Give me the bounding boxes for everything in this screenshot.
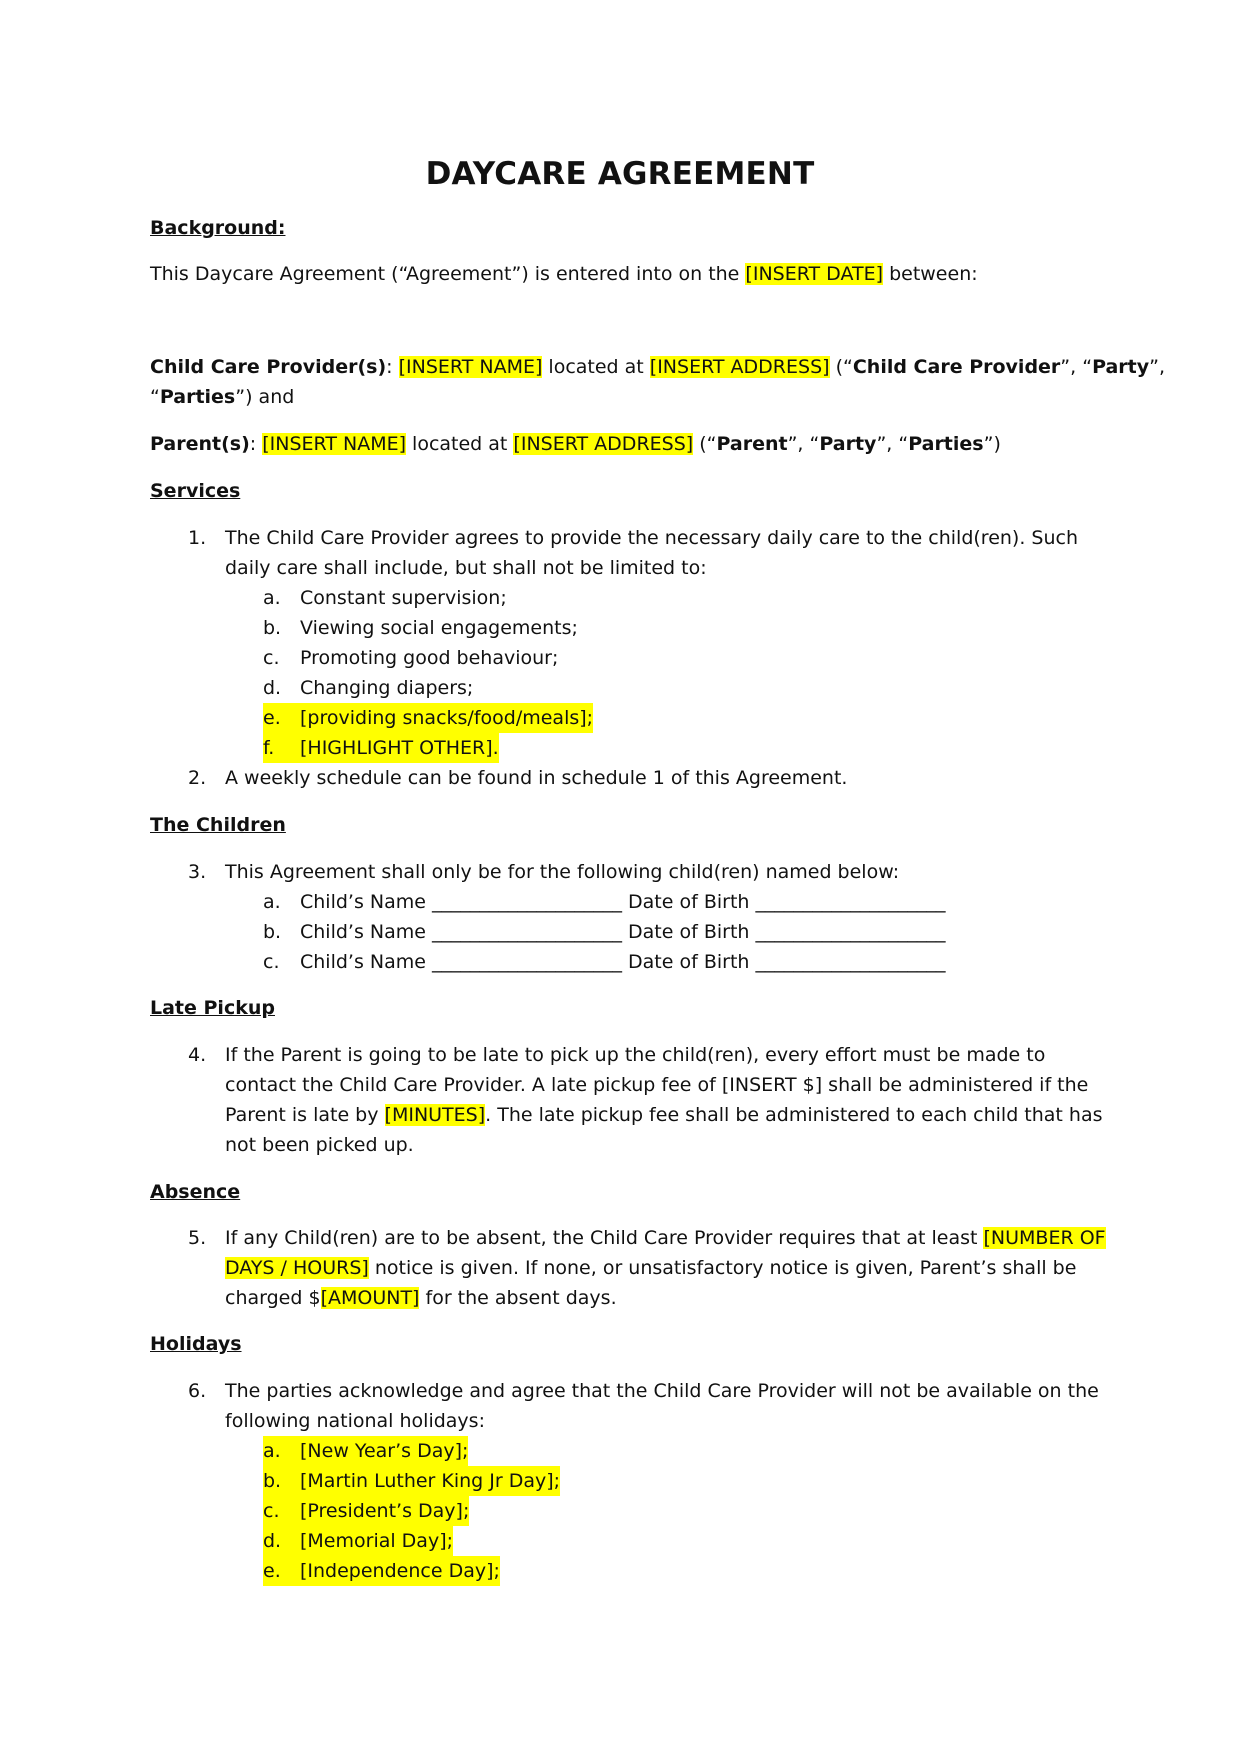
row-letter: b. <box>263 921 282 943</box>
clause-number-5: 5. <box>188 1227 207 1249</box>
clause-number-2: 2. <box>188 767 207 789</box>
provider-line2-quote: “ <box>150 386 160 408</box>
holiday-letter: e. <box>263 1560 281 1582</box>
parent-label: Parent(s) <box>150 433 250 455</box>
clause-5-line-1 <box>225 1223 1105 1253</box>
holiday-text: [President’s Day]; <box>300 1500 470 1522</box>
late-pickup-heading <box>150 993 1110 1023</box>
clause-number-1: 1. <box>188 527 207 549</box>
service-subitem <box>263 613 578 643</box>
subitem-letter: c. <box>263 647 280 669</box>
clause-4-line-1: If the Parent is going to be late to pick up the child(ren), every effort must be made to <box>225 1044 1046 1066</box>
clause-6-line-1: The parties acknowledge and agree that the Child Care Provider will not be available on the <box>225 1380 1099 1402</box>
holiday-text: [Martin Luther King Jr Day]; <box>300 1470 561 1492</box>
holiday-item <box>263 1436 468 1466</box>
holiday-item <box>263 1526 453 1556</box>
subitem-text: [HIGHLIGHT OTHER]. <box>300 737 499 759</box>
holidays-heading-text: Holidays <box>150 1333 242 1355</box>
clause-5-text-before: If any Child(ren) are to be absent, the Child Care Provider requires that at least <box>225 1227 984 1249</box>
holiday-letter: a. <box>263 1440 281 1462</box>
subitem-text: [providing snacks/food/meals]; <box>300 707 594 729</box>
clause-5-text-end: for the absent days. <box>419 1287 617 1309</box>
subitem-text: Changing diapers; <box>300 677 474 699</box>
clause-4-line-4: not been picked up. <box>225 1134 414 1156</box>
subitem-text: Constant supervision; <box>300 587 507 609</box>
provider-open-quote: (“ <box>829 356 853 378</box>
parent-term-1: Parent <box>716 433 788 455</box>
notice-period-placeholder: [NUMBER OF <box>983 1227 1106 1249</box>
subitem-letter: e. <box>263 707 281 729</box>
service-subitem-highlighted <box>263 703 593 733</box>
clause-5-line-2 <box>225 1253 1105 1283</box>
subitem-letter: d. <box>263 677 282 699</box>
insert-date-placeholder: [INSERT DATE] <box>745 263 884 285</box>
parent-open-quote: (“ <box>693 433 717 455</box>
clause-5-line-3 <box>225 1283 1105 1313</box>
child-entry-row <box>263 947 946 977</box>
subitem-letter: a. <box>263 587 281 609</box>
clause-1-line-2: daily care shall include, but shall not be limited to: <box>225 557 707 579</box>
clause-4-line-2: contact the Child Care Provider. A late pickup fee of [INSERT $] shall be administered if the <box>225 1074 1089 1096</box>
holiday-letter: b. <box>263 1470 282 1492</box>
parent-sep-1: ”, “ <box>787 433 820 455</box>
provider-close: ”) and <box>235 386 295 408</box>
child-name-dob-line: Child’s Name ____________________ Date of Birth ____________________ <box>300 891 946 913</box>
child-name-dob-line: Child’s Name ____________________ Date of Birth ____________________ <box>300 951 946 973</box>
parent-term-3: Parties <box>908 433 984 455</box>
child-entry-row <box>263 917 946 947</box>
parent-close: ”) <box>983 433 1001 455</box>
intro-paragraph <box>150 259 1110 289</box>
holidays-heading <box>150 1329 1110 1359</box>
row-letter: a. <box>263 891 281 913</box>
clause-5-text-after: notice is given. If none, or unsatisfactory notice is given, Parent’s shall be <box>368 1257 1077 1279</box>
child-name-dob-line: Child’s Name ____________________ Date of Birth ____________________ <box>300 921 946 943</box>
holiday-item <box>263 1556 500 1586</box>
service-subitem <box>263 583 507 613</box>
service-subitem-highlighted <box>263 733 499 763</box>
minutes-placeholder: [MINUTES] <box>384 1104 486 1126</box>
document-title: DAYCARE AGREEMENT <box>425 156 815 192</box>
provider-name-placeholder: [INSERT NAME] <box>398 356 543 378</box>
provider-term-3: Parties <box>159 386 236 408</box>
subitem-letter: b. <box>263 617 282 639</box>
clause-1-line-1: The Child Care Provider agrees to provide the necessary daily care to the child(ren). Such <box>225 527 1079 549</box>
subitem-text: Promoting good behaviour; <box>300 647 559 669</box>
service-subitem <box>263 643 558 673</box>
service-subitem <box>263 673 473 703</box>
services-heading-text: Services <box>150 480 241 502</box>
parent-sep-2: ”, “ <box>876 433 909 455</box>
clause-6-line-2: following national holidays: <box>225 1410 485 1432</box>
background-heading-text: Background: <box>150 217 286 239</box>
child-entry-row <box>263 887 946 917</box>
holiday-text: [New Year’s Day]; <box>300 1440 469 1462</box>
children-heading <box>150 810 1110 840</box>
provider-term-1: Child Care Provider <box>852 356 1061 378</box>
row-letter: c. <box>263 951 280 973</box>
parent-line <box>150 429 1110 459</box>
subitem-letter: f. <box>263 737 275 759</box>
parent-colon: : <box>249 433 263 455</box>
children-heading-text: The Children <box>150 814 286 836</box>
clause-5-charged-text: charged $ <box>225 1287 321 1309</box>
clause-number-3: 3. <box>188 861 207 883</box>
background-heading <box>150 213 1110 243</box>
provider-line-1 <box>150 352 1166 382</box>
holiday-letter: c. <box>263 1500 280 1522</box>
provider-sep-1: ”, “ <box>1060 356 1093 378</box>
clause-number-4: 4. <box>188 1044 207 1066</box>
provider-colon: : <box>386 356 399 378</box>
parent-address-placeholder: [INSERT ADDRESS] <box>513 433 694 455</box>
provider-line-2 <box>150 382 1110 412</box>
provider-address-placeholder: [INSERT ADDRESS] <box>649 356 830 378</box>
subitem-text: Viewing social engagements; <box>300 617 578 639</box>
parent-name-placeholder: [INSERT NAME] <box>262 433 407 455</box>
services-heading <box>150 476 1110 506</box>
intro-text-after: between: <box>883 263 978 285</box>
absence-heading-text: Absence <box>150 1181 241 1203</box>
clause-2-text: A weekly schedule can be found in schedule 1 of this Agreement. <box>225 767 848 789</box>
intro-text-before: This Daycare Agreement (“Agreement”) is entered into on the <box>150 263 746 285</box>
provider-term-2: Party <box>1092 356 1150 378</box>
absence-heading <box>150 1177 1110 1207</box>
holiday-item <box>263 1466 560 1496</box>
holiday-letter: d. <box>263 1530 282 1552</box>
late-pickup-heading-text: Late Pickup <box>150 997 275 1019</box>
clause-4-text-before: Parent is late by <box>225 1104 385 1126</box>
parent-term-2: Party <box>819 433 877 455</box>
amount-placeholder: [AMOUNT] <box>320 1287 420 1309</box>
notice-period-placeholder-cont: DAYS / HOURS] <box>225 1257 369 1279</box>
provider-sep-2: ”, <box>1149 356 1166 378</box>
clause-4-line-3 <box>225 1100 1105 1130</box>
provider-located-text: located at <box>542 356 650 378</box>
provider-label: Child Care Provider(s) <box>150 356 387 378</box>
holiday-text: [Independence Day]; <box>300 1560 500 1582</box>
clause-number-6: 6. <box>188 1380 207 1402</box>
clause-3-text: This Agreement shall only be for the following child(ren) named below: <box>225 861 900 883</box>
holiday-item <box>263 1496 469 1526</box>
holiday-text: [Memorial Day]; <box>300 1530 454 1552</box>
parent-located-text: located at <box>406 433 514 455</box>
clause-4-text-after: . The late pickup fee shall be administered to each child that has <box>485 1104 1103 1126</box>
